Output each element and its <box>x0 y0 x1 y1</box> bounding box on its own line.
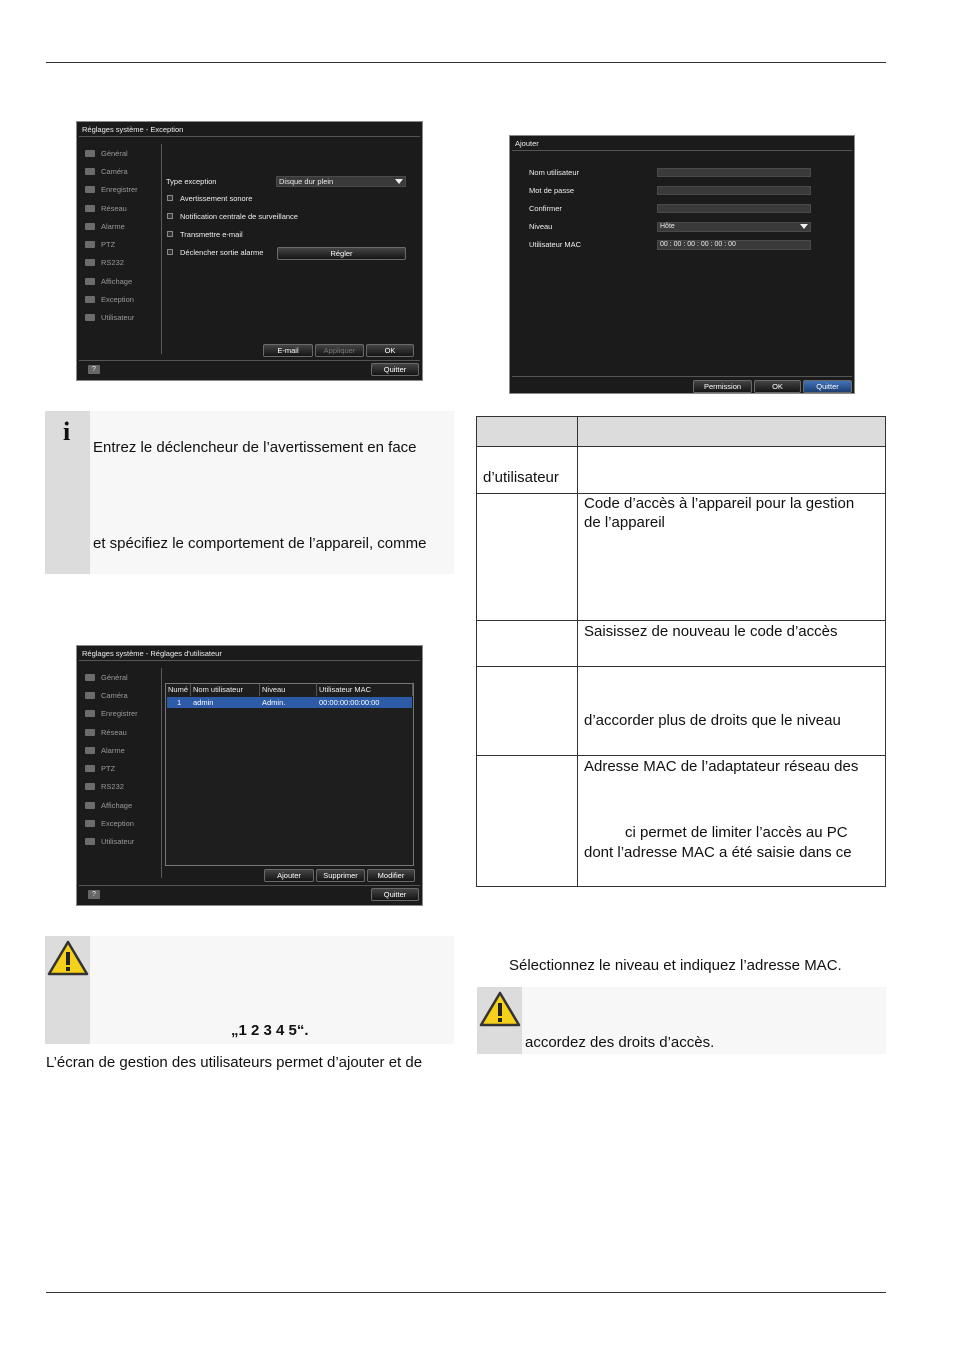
menu-item-record[interactable]: Enregistrer <box>85 181 161 199</box>
confirm-password-field[interactable] <box>657 204 811 213</box>
warning-icon <box>85 820 95 827</box>
menu-item-exception[interactable]: Exception <box>85 814 161 832</box>
quit-button[interactable]: Quitter <box>371 363 419 376</box>
warning-icon <box>85 296 95 303</box>
email-button[interactable]: E-mail <box>263 344 313 357</box>
mac-address-field[interactable]: 00 : 00 : 00 : 00 : 00 : 00 <box>657 240 811 250</box>
exception-screen: Réglages système - Exception Général Caméra Enregistrer Réseau Alarme PTZ RS232 Affichage Exception Utilisateur Type exception Disque dur plein Avertissement sonore Notification centrale de surveillance Transmettre e-mail Déclencher sortie alarme Régler E-mail Appliquer OK ? Quitter <box>76 121 423 381</box>
display-icon <box>85 802 95 809</box>
warning-icon <box>47 939 89 977</box>
menu-item-rs232[interactable]: RS232 <box>85 778 161 796</box>
ptz-icon <box>85 765 95 772</box>
help-icon[interactable]: ? <box>88 890 100 899</box>
field-description-table: d’utilisateur Code d’accès à l’appareil pour la gestion de l’appareil Saisissez de nouveau le code d’accès d’accorder plus de droits que le niveau Adresse MAC de l’adaptateur réseau des ci permet de limiter l’accès au PC dont l’adresse MAC a été saisie dans ce <box>476 416 886 887</box>
menu-item-alarm[interactable]: Alarme <box>85 741 161 759</box>
chevron-down-icon <box>395 179 403 184</box>
add-user-button[interactable]: Ajouter <box>264 869 314 882</box>
table-header <box>477 417 885 447</box>
permission-button[interactable]: Permission <box>693 380 752 393</box>
menu-item-rs232[interactable]: RS232 <box>85 254 161 272</box>
ptz-icon <box>85 241 95 248</box>
alarm-icon <box>85 223 95 230</box>
body-text: Sélectionnez le niveau et indiquez l’adresse MAC. <box>509 957 842 974</box>
user-table: Numé Nom utilisateur Niveau Utilisateur MAC 1 admin Admin. 00:00:00:00:00:00 <box>165 683 414 866</box>
checkbox-email[interactable] <box>167 231 173 237</box>
menu-item-display[interactable]: Affichage <box>85 272 161 290</box>
quit-button[interactable]: Quitter <box>803 380 852 393</box>
modify-user-button[interactable]: Modifier <box>367 869 415 882</box>
regler-button[interactable]: Régler <box>277 247 406 260</box>
menu-item-user[interactable]: Utilisateur <box>85 833 161 851</box>
alarm-icon <box>85 747 95 754</box>
username-field[interactable] <box>657 168 811 177</box>
menu-item-display[interactable]: Affichage <box>85 796 161 814</box>
warning-box: accordez des droits d’accès. <box>477 987 886 1054</box>
menu-item-ptz[interactable]: PTZ <box>85 235 161 253</box>
delete-user-button[interactable]: Supprimer <box>316 869 365 882</box>
warning-icon <box>479 990 521 1028</box>
menu-item-user[interactable]: Utilisateur <box>85 309 161 327</box>
menu-item-network[interactable]: Réseau <box>85 199 161 217</box>
quit-button[interactable]: Quitter <box>371 888 419 901</box>
menu-item-record[interactable]: Enregistrer <box>85 705 161 723</box>
general-icon <box>85 150 95 157</box>
apply-button[interactable]: Appliquer <box>315 344 364 357</box>
password-field[interactable] <box>657 186 811 195</box>
exception-type-label: Type exception <box>166 177 217 186</box>
network-icon <box>85 205 95 212</box>
network-icon <box>85 729 95 736</box>
ok-button[interactable]: OK <box>754 380 801 393</box>
rs232-icon <box>85 259 95 266</box>
rs232-icon <box>85 783 95 790</box>
screen-title: Ajouter <box>515 139 539 148</box>
help-icon[interactable]: ? <box>88 365 100 374</box>
info-box: i Entrez le déclencheur de l’avertissement en face et spécifiez le comportement de l’appareil, comme <box>45 411 454 574</box>
display-icon <box>85 278 95 285</box>
menu-item-camera[interactable]: Caméra <box>85 162 161 180</box>
header-rule <box>46 62 886 63</box>
menu-item-general[interactable]: Général <box>85 144 161 162</box>
general-icon <box>85 674 95 681</box>
settings-menu <box>85 144 161 327</box>
screen-title: Réglages système - Exception <box>82 125 184 134</box>
record-icon <box>85 710 95 717</box>
menu-item-general[interactable]: Général <box>85 668 161 686</box>
table-row[interactable]: 1 admin Admin. 00:00:00:00:00:00 <box>167 697 412 708</box>
record-icon <box>85 186 95 193</box>
camera-icon <box>85 692 95 699</box>
menu-item-alarm[interactable]: Alarme <box>85 217 161 235</box>
user-icon <box>85 838 95 845</box>
warning-box: „1 2 3 4 5“. <box>45 936 454 1044</box>
menu-item-ptz[interactable]: PTZ <box>85 759 161 777</box>
user-settings-screen <box>76 645 423 906</box>
exception-type-select[interactable]: Disque dur plein <box>276 176 406 187</box>
menu-item-network[interactable]: Réseau <box>85 723 161 741</box>
user-icon <box>85 314 95 321</box>
screen-title: Réglages système - Réglages d'utilisateur <box>82 649 222 658</box>
checkbox-sound[interactable] <box>167 195 173 201</box>
footer-rule <box>46 1292 886 1293</box>
menu-item-exception[interactable]: Exception <box>85 290 161 308</box>
ok-button[interactable]: OK <box>366 344 414 357</box>
chevron-down-icon <box>800 224 808 229</box>
menu-item-camera[interactable]: Caméra <box>85 686 161 704</box>
checkbox-notification[interactable] <box>167 213 173 219</box>
camera-icon <box>85 168 95 175</box>
info-icon: i <box>63 417 71 446</box>
body-text: L’écran de gestion des utilisateurs permet d’ajouter et de <box>46 1054 423 1071</box>
level-select[interactable]: Hôte <box>657 222 811 232</box>
checkbox-alarm-output[interactable] <box>167 249 173 255</box>
add-user-screen: Ajouter Nom utilisateur Mot de passe Confirmer Niveau Hôte Utilisateur MAC 00 : 00 : 00 : 00 : 00 : 00 Permission OK Quitter <box>509 135 855 394</box>
settings-menu <box>85 668 161 851</box>
